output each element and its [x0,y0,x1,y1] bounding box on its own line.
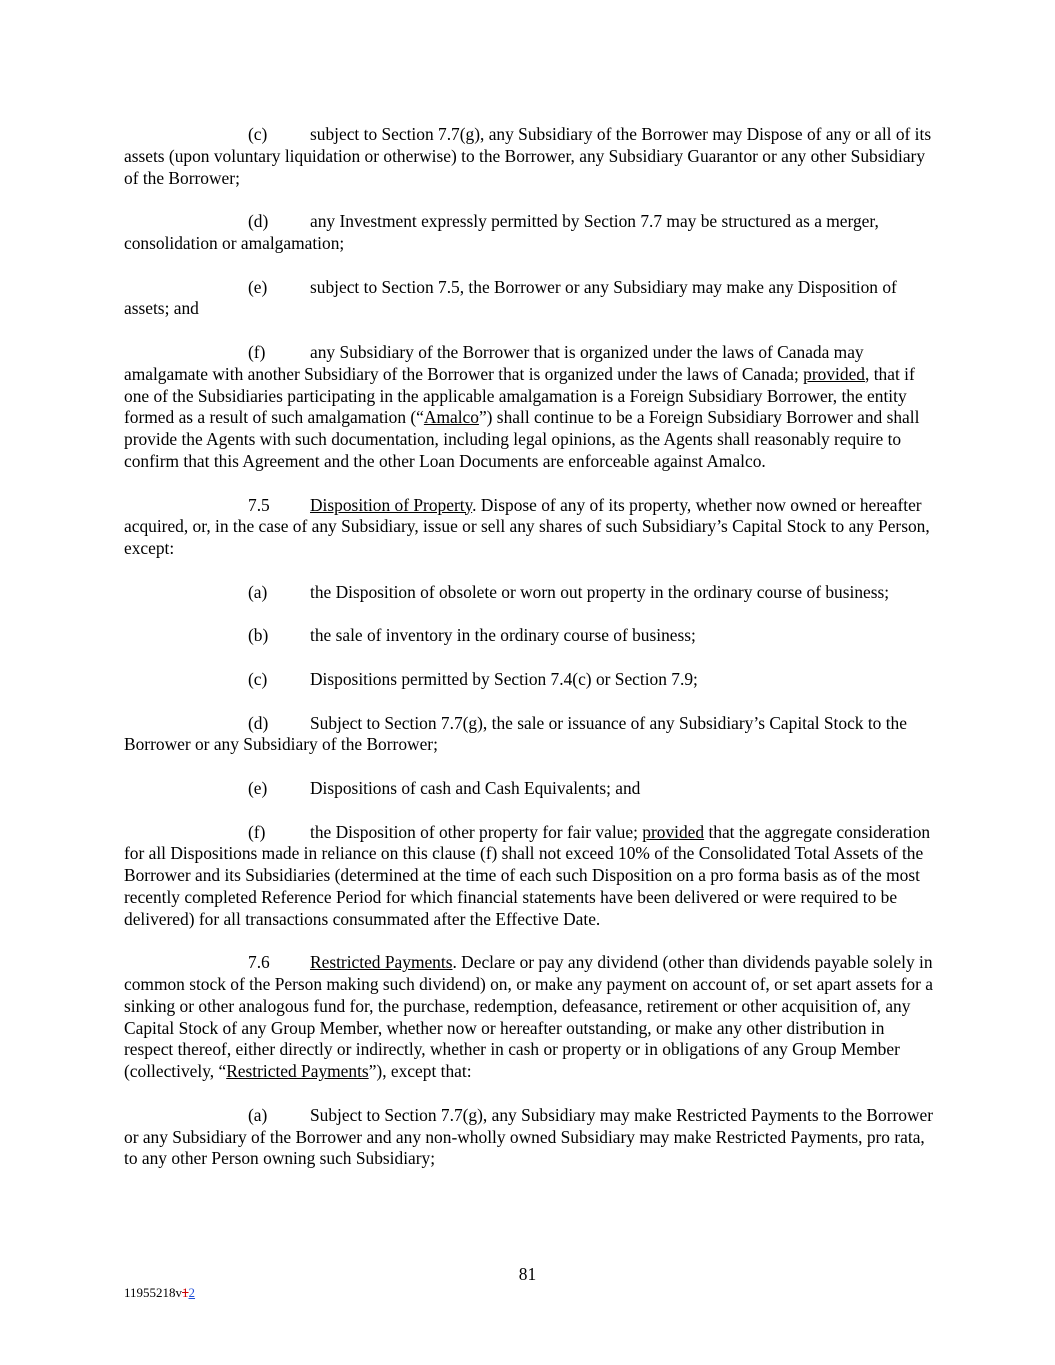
doc-id-inserted-version: 2 [188,1285,196,1300]
clause-f-canada-amalgamation [124,342,934,473]
clause-label: (f) [248,821,266,842]
clause-label: (f) [248,341,266,362]
clause-label: (e) [248,276,268,297]
clause-label: (b) [248,625,269,646]
document-id [124,1285,195,1301]
clause-text: , that if one of the Subsidiaries participating in the applicable amalgamation is a Foreign Subsidiary Borrower, the entity formed as a result of such amalgamation (“ [124,363,915,428]
amalco-defined-term: Amalco [423,407,479,428]
restricted-payments-defined-term: Restricted Payments [226,1061,369,1082]
provided-term: provided [803,363,865,384]
clause-label: (c) [248,124,268,144]
clause-c-dispose-to-borrower [124,124,934,189]
clause-d-investment-merger [124,211,934,255]
clause-b-inventory-sale [124,625,934,647]
clause-text: any Subsidiary of the Borrower that is organized under the laws of Canada may amalgamate with another Subsidiary of the Borrower that is organized under the laws of Canada; [124,341,864,384]
section-number: 7.5 [248,494,270,515]
clause-text: Dispositions permitted by Section 7.4(c) or Section 7.9; [310,668,698,689]
doc-id-prefix: 11955218v [124,1285,183,1300]
clause-a-subsidiary-restricted-payments [124,1105,934,1170]
clause-e-cash-dispositions [124,778,934,800]
section-number: 7.6 [248,952,270,973]
clause-label: (c) [248,668,268,689]
clause-e-disposition-assets [124,277,934,321]
clause-label: (e) [248,777,268,798]
clause-text: the sale of inventory in the ordinary course of business; [310,625,696,646]
clause-label: (d) [248,211,269,232]
clause-label: (a) [248,581,268,602]
clause-d-capital-stock-issuance [124,713,934,757]
section-7-5-disposition-of-property [124,495,934,560]
clause-text: subject to Section 7.7(g), any Subsidiary of the Borrower may Dispose of any or all of its assets (upon voluntary liquidation or otherwise) to the Borrower, any Subsidiary Guarantor or any other Subsidiary of the Borrower; [124,124,932,188]
provided-term: provided [642,821,705,842]
section-text: . Declare or pay any dividend (other than dividends payable solely in common stock of the Person making such dividend) on, or make any payment on account of, or set apart assets for a sinking or other analogous fund for, the purchase, redemption, defeasance, retirement or other acquisition of, any Capital Stock of any Group Member, whether now or hereafter outstanding, or make any other distribution in respect thereof, either directly or indirectly, whether in cash or property or in obligations of any Group Member (collectively, “ [124,952,933,1082]
clause-f-fair-value-disposition [124,822,934,931]
section-7-6-restricted-payments [124,952,934,1083]
clause-text: ”) shall continue to be a Foreign Subsidiary Borrower and shall provide the Agents with such documentation, including legal opinions, as the Agents shall reasonably require to confirm that this Agreement and the other Loan Documents are enforceable against Amalco. [124,407,920,471]
clause-label: (a) [248,1104,268,1125]
clause-text: any Investment expressly permitted by Section 7.7 may be structured as a merger, consolidation or amalgamation; [124,211,879,253]
section-heading: Disposition of Property [310,494,473,515]
clause-text: Subject to Section 7.7(g), the sale or issuance of any Subsidiary’s Capital Stock to the Borrower or any Subsidiary of the Borrower; [124,712,907,755]
section-text: . Dispose of any of its property, whether now owned or hereafter acquired, or, in the case of any Subsidiary, issue or sell any shares of such Subsidiary’s Capital Stock to any Person, except: [124,494,930,559]
clause-text: that the aggregate consideration for all Dispositions made in reliance on this clause (f) shall not exceed 10% of the Consolidated Total Assets of the Borrower and its Subsidiaries (determined at the time of each such Disposition on a pro forma basis as of the most recently completed Reference Period for which financial statements have been delivered or were required to be delivered) for all transactions consummated after the Effective Date. [124,821,931,929]
clause-text: Dispositions of cash and Cash Equivalents; and [310,777,641,798]
clause-a-obsolete-property [124,582,934,604]
clause-text: Subject to Section 7.7(g), any Subsidiary may make Restricted Payments to the Borrower or any Subsidiary of the Borrower and any non-wholly owned Subsidiary may make Restricted Payments, pro rata, to any other Person owning such Subsidiary; [124,1104,934,1169]
clause-text: subject to Section 7.5, the Borrower or any Subsidiary may make any Disposition of assets; and [124,276,897,319]
clause-text: the Disposition of other property for fair value; [310,821,643,842]
document-body [124,124,934,1192]
clause-c-permitted-dispositions [124,669,934,691]
doc-id-deleted-version: 1 [182,1285,189,1300]
clause-label: (d) [248,712,269,733]
section-text: ”), except that: [368,1061,472,1082]
page-number: 81 [518,1264,537,1284]
section-heading: Restricted Payments [310,952,453,973]
clause-text: the Disposition of obsolete or worn out property in the ordinary course of business; [310,581,890,602]
